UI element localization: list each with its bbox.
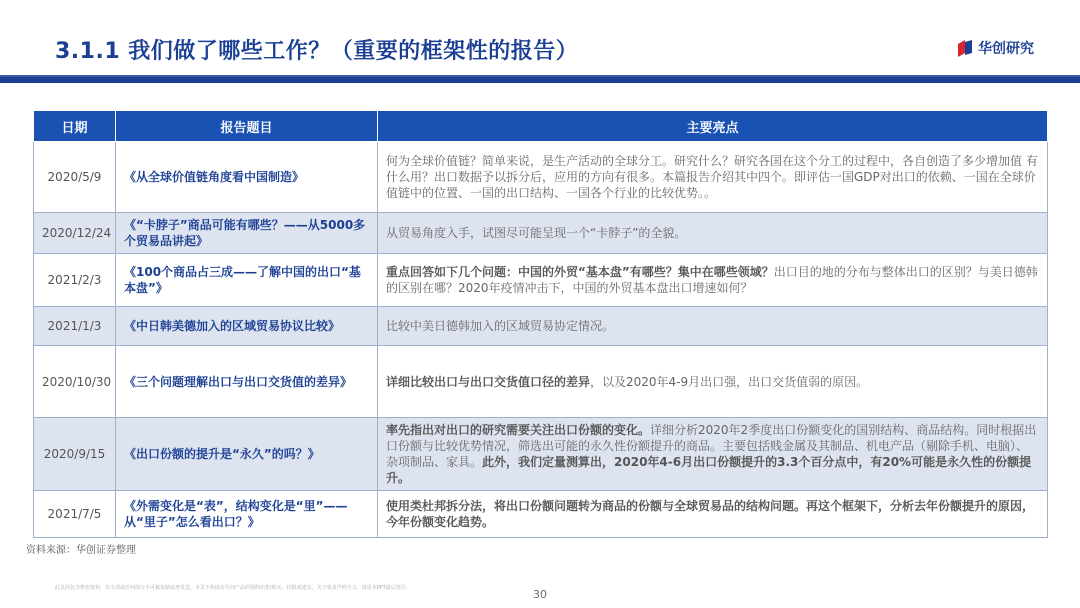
row-report-title: 《出口份额的提升是“永久”的吗？》 <box>116 418 378 491</box>
disclaimer-text: 此页面包含机密资料，其全部或任何部分不可被复制或再发送。本页不构成对任何产品的要约出售/购买、招揽或建议。关于免责声明全文，请见本PPT最后部分。 <box>55 585 411 591</box>
row-date: 2021/2/3 <box>34 254 116 307</box>
row-date: 2021/1/3 <box>34 307 116 346</box>
highlight-text: 出口目的地的分布与整体出口的区别？与美日德韩的区别在哪？2020年疫情冲击下，中国的外贸基本盘出口增速如何？ <box>386 265 1038 295</box>
table-row <box>34 142 1048 213</box>
brand-logo <box>958 38 1034 58</box>
row-report-title: 《100个商品占三成——了解中国的出口“基本盘”》 <box>116 254 378 307</box>
column-header-highlights: 主要亮点 <box>378 111 1048 142</box>
huachuang-logo-icon <box>958 40 972 57</box>
column-header-title: 报告题目 <box>116 111 378 142</box>
row-report-title: 《从全球价值链角度看中国制造》 <box>116 142 378 213</box>
table-row <box>34 346 1048 418</box>
row-report-title: 《“卡脖子”商品可能有哪些？——从5000多个贸易品讲起》 <box>116 213 378 254</box>
highlight-bold-text: 重点回答如下几个问题：中国的外贸“基本盘”有哪些？集中在哪些领域？ <box>386 265 774 279</box>
table-row <box>34 307 1048 346</box>
row-highlights <box>378 418 1048 491</box>
row-highlights <box>378 491 1048 538</box>
row-date: 2020/5/9 <box>34 142 116 213</box>
source-note: 资料来源：华创证券整理 <box>26 545 136 556</box>
row-date: 2020/10/30 <box>34 346 116 418</box>
highlight-text: 何为全球价值链？简单来说，是生产活动的全球分工。研究什么？研究各国在这个分工的过程中，各自创造了多少增加值 有什么用？出口数据予以拆分后，应用的方向有很多。本篇报告介绍其中四个。即评估一国GDP对出口的依赖、一国在全球价值链中的位置、一国的出口结构、一国各个行业的比较优势。。 <box>386 154 1038 200</box>
row-highlights <box>378 142 1048 213</box>
highlight-bold-text: 率先指出对出口的研究需要关注出口份额的变化。 <box>386 423 651 437</box>
highlight-text: 从贸易角度入手，试图尽可能呈现一个“卡脖子”的全貌。 <box>386 226 687 240</box>
highlight-text: 比较中美日德韩加入的区域贸易协定情况。 <box>386 319 615 333</box>
table-header-row <box>34 111 1048 142</box>
page-number: 30 <box>533 588 547 601</box>
row-highlights <box>378 254 1048 307</box>
header-divider-thick <box>0 77 1080 83</box>
row-report-title: 《三个问题理解出口与出口交货值的差异》 <box>116 346 378 418</box>
row-date: 2021/7/5 <box>34 491 116 538</box>
highlight-text: ，以及2020年4-9月出口强，出口交货值弱的原因。 <box>590 374 869 389</box>
row-report-title: 《中日韩美德加入的区域贸易协议比较》 <box>116 307 378 346</box>
row-date: 2020/12/24 <box>34 213 116 254</box>
report-table <box>33 110 1048 538</box>
column-header-date: 日期 <box>34 111 116 142</box>
highlight-text: 详细分析2020年2季度出口份额变化的国别结构、商品结构。同时根据出口份额与比较优势情况，筛选出可能的永久性份额提升的商品。主要包括贱金属及其制品、机电产品（剔除手机、电脑）、杂项制品、家具。 <box>386 423 1037 469</box>
row-report-title: 《外需变化是“表”，结构变化是“里”——从“里子”怎么看出口？》 <box>116 491 378 538</box>
table-row <box>34 254 1048 307</box>
page-title: 3.1.1 我们做了哪些工作？（重要的框架性的报告） <box>55 39 579 64</box>
row-date: 2020/9/15 <box>34 418 116 491</box>
highlight-bold-text: 详细比较出口与出口交货值口径的差异 <box>386 374 591 389</box>
row-highlights <box>378 307 1048 346</box>
row-highlights <box>378 213 1048 254</box>
row-highlights <box>378 346 1048 418</box>
table-row <box>34 213 1048 254</box>
table-row <box>34 418 1048 491</box>
logo-text: 华创研究 <box>978 41 1034 57</box>
highlight-bold-text: 使用类杜邦拆分法，将出口份额问题转为商品的份额与全球贸易品的结构问题。再这个框架下，分析去年份额提升的原因，今年份额变化趋势。 <box>386 499 1035 529</box>
highlight-bold-text: 此外，我们定量测算出，2020年4-6月出口份额提升的3.3个百分点中，有20%可能是永久性的份额提升。 <box>386 455 1032 485</box>
table-row <box>34 491 1048 538</box>
